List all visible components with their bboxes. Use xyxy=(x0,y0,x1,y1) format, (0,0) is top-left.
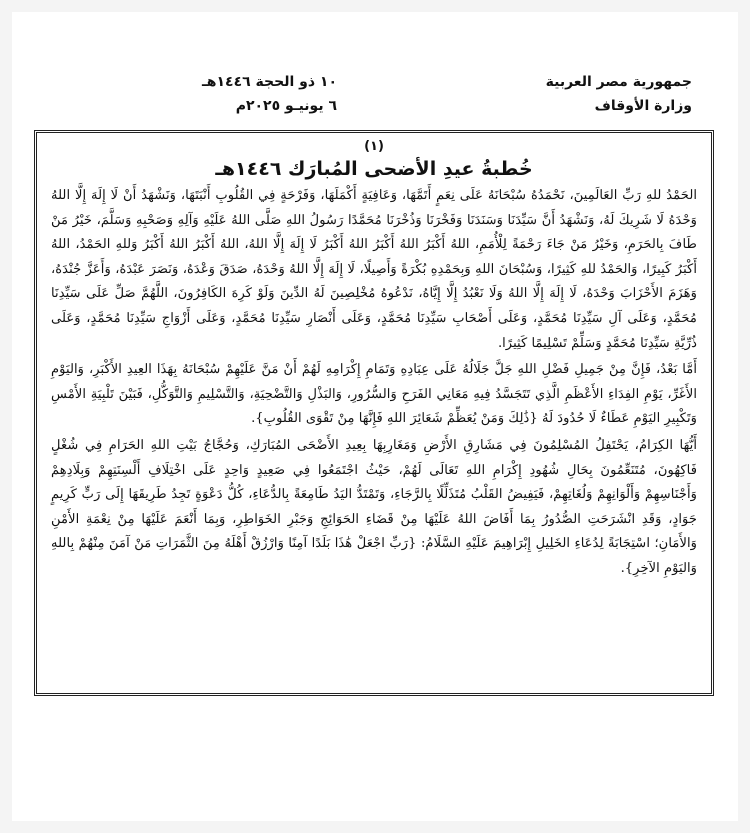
sermon-title: خُطبةُ عيدِ الأضحى المُبارَك ١٤٤٦هـ xyxy=(215,158,533,180)
issuer-block xyxy=(546,70,692,118)
paragraph-amma-baad: أَمَّا بَعْدُ، فَإِنَّ مِنْ جَمِيلِ فَضْلِ اللهِ جَلَّ جَلَالُهُ عَلَى عِبَادِهِ وَتَمَامِ إِكْرَامِهِ لَهُمْ أَنْ مَنَّ عَلَيْهِمْ سُبْحَانَهُ بِهَذَا العِيدِ الأَكْبَرِ، وَاليَوْمِ الأَغَرِّ، يَوْمِ الفِدَاءِ الأَعْظَمِ الَّذِي تَتَجَسَّدُ فِيهِ مَعَانِي الفَرَحِ وَالسُّرُورِ، وَالبَذْلِ وَالتَّضْحِيَةِ، وَالتَّسْلِيمِ وَالتَّوَكُّلِ، فَبَيْنَ تَلْبِيَةِ الأَمْسِ وَتَكْبِيرِ اليَوْمِ عَطَاءٌ لَا حُدُودَ لَهُ {ذَٰلِكَ وَمَنْ يُعَظِّمْ شَعَائِرَ اللهِ فَإِنَّهَا مِنْ تَقْوَى القُلُوبِ}. xyxy=(51,362,697,427)
section-number: (١) xyxy=(364,139,384,154)
date-block xyxy=(202,70,337,118)
sermon-frame xyxy=(34,130,714,696)
sermon-body xyxy=(37,182,711,582)
paragraph-kiram: أَيُّهَا الكِرَامُ، يَحْتَفِلُ المُسْلِمُونَ فِي مَشَارِقِ الأَرْضِ وَمَغَارِبِهَا بِعِيدِ الأَضْحَى المُبَارَكِ، وَحُجَّاجُ بَيْتِ اللهِ الحَرَامِ فِي شُغْلٍ فَاكِهُونَ، مُتَنَعِّمُونَ بِحَالِ شُهُودِ إِكْرَامِ اللهِ تَعَالَى لَهُمْ، حَيْثُ اجْتَمَعُوا فِي صَعِيدٍ وَاحِدٍ عَلَى اخْتِلَافِ أَلْسِنَتِهِمْ وَبِلَادِهِمْ وَأَجْنَاسِهِمْ وَأَلْوَانِهِمْ وَلُغَاتِهِمْ، فَيَفِيضُ القَلْبُ مُتَذَلِّلًا بِالرَّجَاءِ، وَتَمْتَدُّ اليَدُ طَامِعَةً بِالدُّعَاءِ، كُلُّ دَعْوَةٍ تَجِدُ طَرِيقَهَا إِلَى رَبٍّ كَرِيمٍ جَوَادٍ، وَقَدِ انْشَرَحَتِ الصُّدُورُ بِمَا أَفَاضَ اللهُ عَلَيْهَا مِنْ قَضَاءِ الحَوَائِجِ وَجَبْرِ الخَوَاطِرِ، وَبِمَا أَنْعَمَ عَلَيْهَا مِنْ نِعْمَةِ الأَمْنِ وَالأَمَانِ؛ اسْتِجَابَةً لِدُعَاءِ الخَلِيلِ إِبْرَاهِيمَ عَلَيْهِ السَّلَامُ: {رَبِّ اجْعَلْ هَٰذَا بَلَدًا آمِنًا وَارْزُقْ أَهْلَهُ مِنَ الثَّمَرَاتِ مَنْ آمَنَ مِنْهُمْ بِاللهِ وَاليَوْمِ الآخِرِ}. xyxy=(51,437,697,576)
gregorian-date: ٦ يونيـو ٢٠٢٥م xyxy=(235,98,338,114)
paragraph-opening: الحَمْدُ للهِ رَبِّ العَالَمِينَ، نَحْمَدُهُ سُبْحَانَهُ عَلَى نِعَمٍ أَتَمَّهَا، وَعَافِيَةٍ أَكْمَلَهَا، وَفَرْحَةٍ فِي القُلُوبِ أَنْبَتَهَا، وَنَشْهَدُ أَنْ لَا إِلَهَ إِلَّا اللهُ وَحْدَهُ لَا شَرِيكَ لَهُ، وَنَشْهَدُ أَنَّ سَيِّدَنَا وَسَنَدَنَا وَفَخْرَنَا وَذُخْرَنَا مُحَمَّدًا رَسُولُ اللهِ صَلَّى اللهُ عَلَيْهِ وَآلِهِ وَصَحْبِهِ وَسَلَّمَ، خَيْرُ مَنْ طَافَ بِالحَرَمِ، وَخَيْرُ مَنْ جَاءَ رَحْمَةً لِلْأُمَمِ، اللهُ أَكْبَرُ اللهُ أَكْبَرُ اللهُ أَكْبَرُ لَا إِلَهَ إِلَّا اللهُ، اللهُ أَكْبَرُ اللهُ أَكْبَرُ وَللهِ الحَمْدُ، اللهُ أَكْبَرُ كَبِيرًا، وَالحَمْدُ للهِ كَثِيرًا، وَسُبْحَانَ اللهِ وَبِحَمْدِهِ بُكْرَةً وَأَصِيلًا، لَا إِلَهَ إِلَّا اللهُ وَحْدَهُ، صَدَقَ وَعْدَهُ، وَنَصَرَ عَبْدَهُ، وَأَعَزَّ جُنْدَهُ، وَهَزَمَ الأَحْزَابَ وَحْدَهُ، لَا إِلَهَ إِلَّا اللهُ وَلَا نَعْبُدُ إِلَّا إِيَّاهُ، نَدْعُوهُ مُخْلِصِينَ لَهُ الدِّينَ وَلَوْ كَرِهَ الكَافِرُونَ، اللَّهُمَّ صَلِّ عَلَى سَيِّدِنَا مُحَمَّدٍ، وَعَلَى آلِ سَيِّدِنَا مُحَمَّدٍ، وَعَلَى أَصْحَابِ سَيِّدِنَا مُحَمَّدٍ، وَعَلَى أَنْصَارِ سَيِّدِنَا مُحَمَّدٍ، وَعَلَى أَزْوَاجِ سَيِّدِنَا مُحَمَّدٍ، وَعَلَى ذُرِّيَّةِ سَيِّدِنَا مُحَمَّدٍ وَسَلِّمْ تَسْلِيمًا كَثِيرًا. xyxy=(51,188,697,351)
hijri-date: ١٠ ذو الحجة ١٤٤٦هـ xyxy=(202,74,338,90)
ministry-name: وزارة الأوقاف xyxy=(594,98,692,114)
republic-name: جمهورية مصر العربية xyxy=(545,74,692,90)
document-page xyxy=(12,12,738,821)
